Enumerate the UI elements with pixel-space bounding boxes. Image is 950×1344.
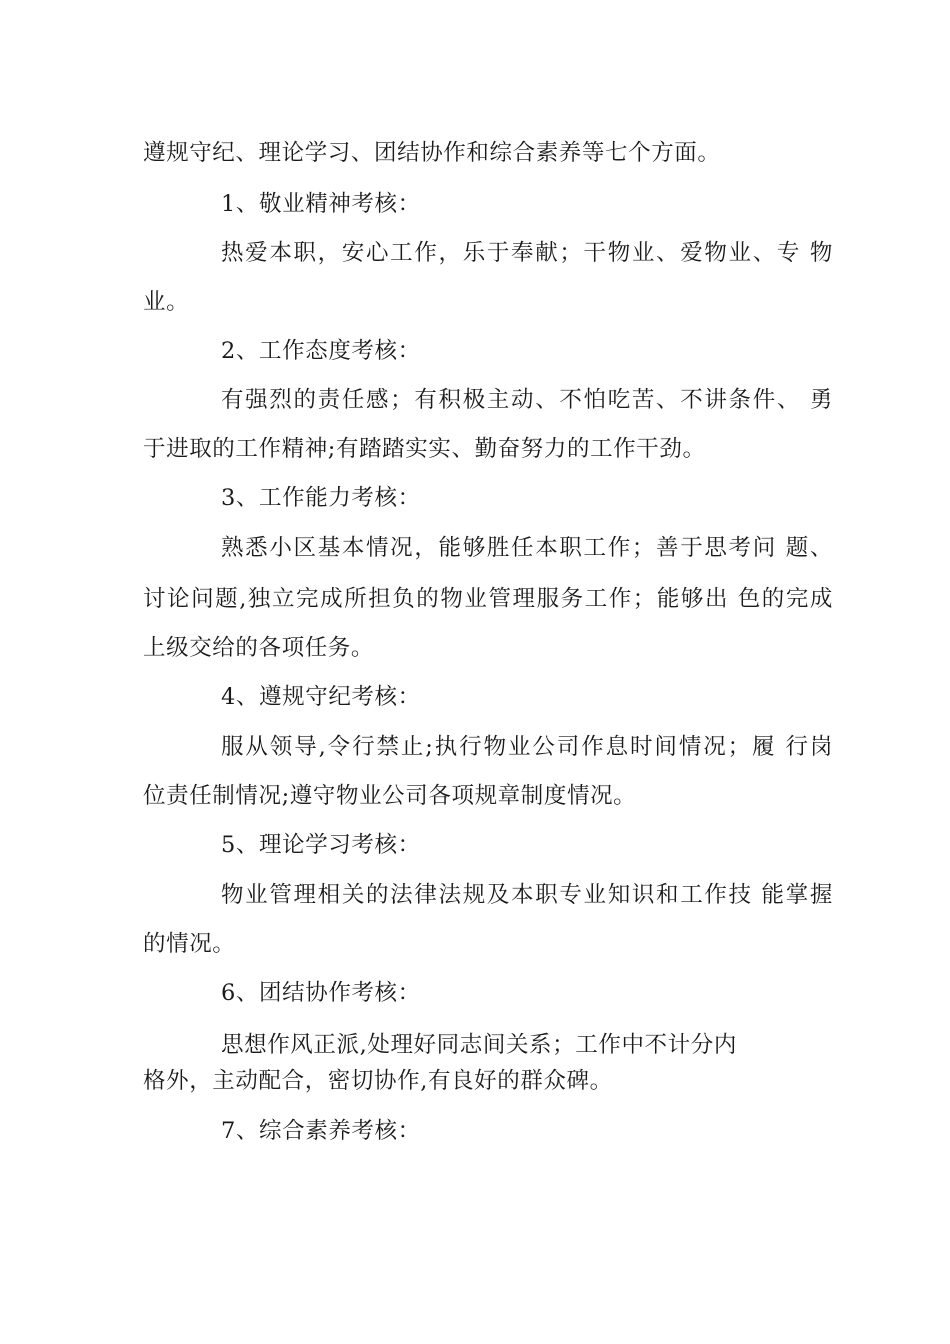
section-heading-5: 5、理论学习考核： [221,832,421,858]
section-heading-6: 6、团结协作考核： [221,980,421,1006]
paragraph-line: 业。 [143,289,190,315]
paragraph-line: 熟悉小区基本情况，能够胜任本职工作；善于思考问 题、 [221,535,833,561]
paragraph-line: 于进取的工作精神;有踏踏实实、勤奋努力的工作干劲。 [143,436,706,462]
paragraph-line: 遵规守纪、理论学习、团结协作和综合素养等七个方面。 [143,140,721,166]
paragraph-line: 上级交给的各项任务。 [143,635,375,661]
paragraph-line: 的情况。 [143,931,236,957]
paragraph-line: 位责任制情况;遵守物业公司各项规章制度情况。 [143,783,637,809]
paragraph-line: 思想作风正派,处理好同志间关系；工作中不计分内 [221,1032,737,1058]
section-heading-3: 3、工作能力考核： [221,485,421,511]
paragraph-line: 服从领导,令行禁止;执行物业公司作息时间情况；履 行岗 [221,734,833,760]
paragraph-line: 讨论问题,独立完成所担负的物业管理服务工作；能够出 色的完成 [143,586,833,612]
paragraph-line: 有强烈的责任感；有积极主动、不怕吃苦、不讲条件、 勇 [221,387,833,413]
section-heading-2: 2、工作态度考核： [221,338,421,364]
section-heading-7: 7、综合素养考核： [221,1118,421,1144]
section-heading-1: 1、敬业精神考核： [221,191,421,217]
paragraph-line: 物业管理相关的法律法规及本职专业知识和工作技 能掌握 [221,882,833,908]
section-heading-4: 4、遵规守纪考核： [221,684,421,710]
paragraph-line: 格外，主动配合，密切协作,有良好的群众碑。 [143,1068,613,1094]
paragraph-line: 热爱本职，安心工作，乐于奉献；干物业、爱物业、专 物 [221,240,833,266]
